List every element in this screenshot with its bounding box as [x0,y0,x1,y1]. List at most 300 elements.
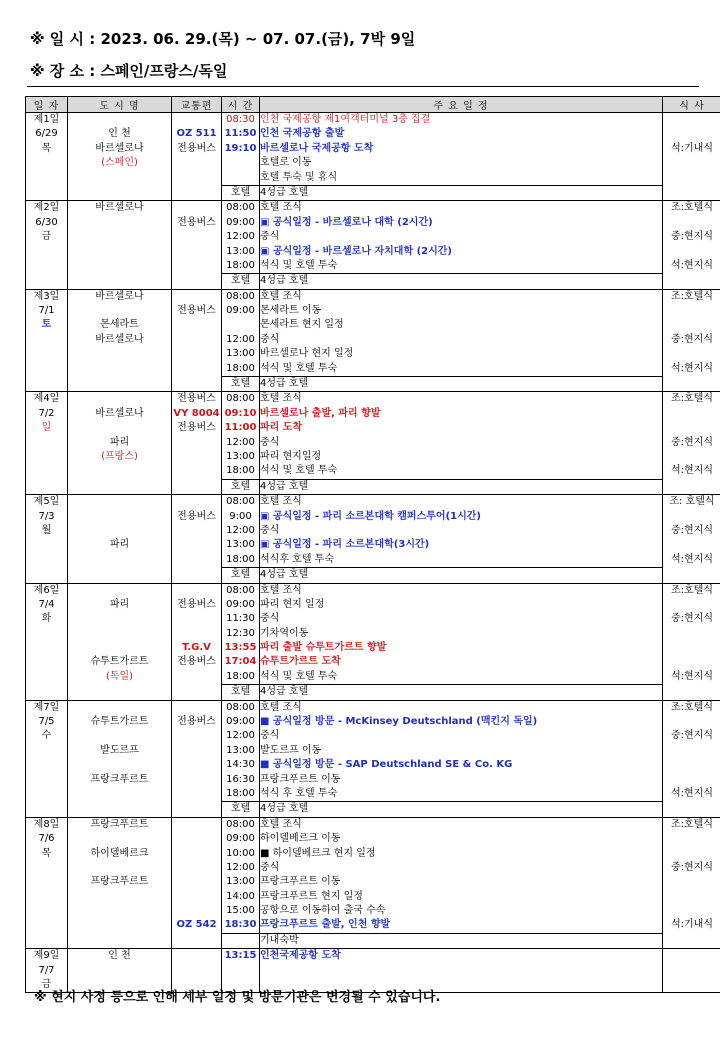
lodging-label: 호텔 [230,275,251,287]
transport-text [172,524,221,538]
schedule-text: 몬세라트 이동 [260,305,322,317]
schedule-cell [260,787,663,802]
meal-text [663,113,720,127]
time-text: 08:00 [226,393,255,405]
schedule-text: 중식 [260,333,280,345]
time-cell [222,113,260,128]
meal-text: 중:현지식 [670,231,713,243]
schedule-text: 호텔 투숙 및 휴식 [260,171,338,183]
meal-cell [663,612,720,626]
meal-cell [663,407,720,421]
lodging-label: 호텔 [230,569,251,581]
day-cell [26,392,68,495]
day-label: 제7일 [33,701,60,713]
empty-line [68,185,171,199]
schedule-text: 중식 [260,861,280,873]
time-cell [222,875,260,889]
schedule-text: 호텔 조식 [260,584,302,596]
schedule-cell [260,495,663,510]
col-header-transport: 교통편 [172,97,222,113]
city-cell [68,933,172,948]
empty-line [172,933,221,947]
schedule-text: 바르셀로나 출발, 파리 향발 [260,407,381,419]
time-text: 13:00 [226,450,255,462]
meal-text [663,744,720,758]
city-text: 슈투트가르트 [90,656,149,668]
time-cell [222,510,260,524]
time-text: 13:00 [226,348,255,360]
day-label: 월 [41,524,52,536]
time-cell [222,259,260,274]
transport-cell [172,216,222,230]
transport-cell [172,553,222,568]
city-cell [68,113,172,128]
meal-cell [663,156,720,170]
lodging-text: 4성급 호텔 [260,378,309,390]
table-row [26,304,720,318]
schedule-cell [260,904,663,918]
table-row [26,333,720,347]
schedule-cell [260,524,663,538]
city-text: 파리 [109,598,130,610]
schedule-cell [260,333,663,347]
transport-cell [172,510,222,524]
day-label: 목 [41,847,52,859]
schedule-cell [260,583,663,598]
city-text: 바르셀로나 [95,290,144,302]
city-cell [68,171,172,186]
table-row [26,700,720,715]
schedule-cell [260,875,663,889]
time-text: 08:30 [226,114,255,125]
schedule-text: 파리 출발 슈투트가르트 향발 [260,642,387,654]
table-row [26,583,720,598]
transport-text [172,612,221,626]
transport-cell [172,802,222,817]
city-text: (독일) [105,670,134,682]
city-text: 인 천 [108,950,131,962]
transport-text [172,832,221,846]
time-text: 08:00 [226,496,255,508]
meal-text [663,450,720,464]
meal-cell [663,744,720,758]
meal-text: 석:현지식 [670,670,713,682]
lodging-label: 호텔 [230,186,251,198]
empty-line [663,802,720,816]
meal-cell [663,318,720,332]
time-text: 11:30 [226,613,255,625]
meal-cell [663,715,720,729]
city-cell [68,333,172,347]
table-row [26,156,720,170]
col-header-meal: 식 사 [663,97,720,113]
table-row [26,230,720,244]
meal-cell [663,773,720,787]
transport-text [172,230,221,244]
city-text [68,701,171,715]
time-text [222,171,259,185]
time-text: 09:00 [226,598,255,610]
city-text: 인 천 [108,128,131,140]
city-text [68,861,171,875]
time-text: 18:00 [226,787,255,799]
transport-text: 전용버스 [177,305,216,317]
day-cell [26,700,68,817]
day-label: 7/4 [38,598,55,610]
time-cell [222,890,260,904]
empty-line [663,185,720,199]
schedule-text: ▣ 공식일정 - 바르셀로나 자치대학 (2시간) [260,245,453,257]
transport-cell [172,568,222,583]
transport-cell [172,773,222,787]
meal-text [663,127,720,141]
meal-text: 조:호텔식 [670,701,713,713]
transport-cell [172,904,222,918]
day-block [26,700,720,817]
time-text: 18:00 [226,259,255,271]
transport-text: 전용버스 [177,598,216,610]
schedule-text: ■ 공식일정 방문 - McKinsey Deutschland (맥킨지 독일) [260,716,538,728]
meal-text: 중:현지식 [670,436,713,448]
transport-text [172,464,221,478]
schedule-cell [260,832,663,846]
table-row [26,744,720,758]
meal-text: 석:현지식 [670,553,713,565]
time-text: 09:00 [226,305,255,317]
schedule-text: 파리 도착 [260,422,303,434]
city-cell [68,259,172,274]
table-row [26,627,720,641]
transport-text: VY 8004 [173,407,220,419]
meal-text [663,832,720,846]
schedule-cell [260,627,663,641]
time-text: 19:10 [224,142,257,154]
city-cell [68,861,172,875]
table-row [26,421,720,435]
time-cell [222,964,260,978]
time-cell [222,700,260,715]
schedule-text: 석식 및 호텔 투숙 [260,670,338,682]
city-cell [68,421,172,435]
schedule-cell [260,216,663,230]
city-text [68,362,171,376]
meal-text [663,904,720,918]
city-cell [68,847,172,861]
schedule-text: 공항으로 이동하여 출국 수속 [260,905,386,917]
schedule-text: 석식후 호텔 투숙 [260,553,334,565]
lodging-label: 호텔 [230,686,251,698]
table-row [26,670,720,685]
transport-cell [172,230,222,244]
city-text [68,510,171,524]
table-row [26,171,720,186]
table-row [26,933,720,948]
schedule-cell [260,890,663,904]
table-row [26,773,720,787]
city-cell [68,216,172,230]
empty-line [663,568,720,582]
table-row [26,861,720,875]
schedule-cell [260,847,663,861]
empty-line [68,568,171,582]
table-row [26,904,720,918]
time-cell [222,142,260,156]
time-text: 10:00 [226,847,255,859]
schedule-cell [260,127,663,141]
transport-cell [172,700,222,715]
transport-text [172,450,221,464]
day-label: 7/1 [38,305,55,317]
time-cell [222,289,260,304]
city-cell [68,289,172,304]
city-cell [68,185,172,200]
empty-line [172,685,221,699]
city-cell [68,875,172,889]
time-text: 08:00 [226,584,255,596]
schedule-text: 중식 [260,524,280,536]
meal-text [663,156,720,170]
schedule-text: 호텔 조식 [260,496,302,508]
city-cell [68,817,172,832]
city-cell [68,318,172,332]
transport-cell [172,949,222,964]
transport-cell [172,333,222,347]
table-row [26,450,720,464]
table-row [26,185,720,200]
time-cell [222,216,260,230]
city-cell [68,627,172,641]
time-text: 12:00 [226,231,255,243]
empty-line [663,274,720,288]
time-cell [222,553,260,568]
time-text [222,318,259,332]
schedule-cell [260,171,663,186]
transport-text [172,847,221,861]
schedule-text: ▣ 공식일정 - 파리 소르본대학(3시간) [260,539,430,551]
meal-cell [663,832,720,846]
schedule-text: 석식 후 호텔 투숙 [260,787,338,799]
time-cell [222,949,260,964]
city-text [68,584,171,598]
city-text [68,964,171,978]
city-cell [68,127,172,141]
schedule-cell [260,362,663,377]
transport-text [172,290,221,304]
schedule-text: 중식 [260,613,280,625]
city-text: 프랑크푸르트 [90,773,149,785]
lodging-text: 4성급 호텔 [260,480,309,492]
city-text [68,171,171,185]
day-label: 6/29 [35,128,58,140]
schedule-cell [260,598,663,612]
meal-text [663,890,720,904]
transport-text [172,245,221,259]
city-text [68,904,171,918]
meal-text: 중:현지식 [670,861,713,873]
day-cell [26,817,68,949]
transport-text [172,171,221,185]
transport-cell [172,259,222,274]
meal-cell [663,655,720,669]
city-text [68,245,171,259]
table-row [26,758,720,772]
city-text [68,421,171,435]
table-row [26,875,720,889]
time-cell [222,230,260,244]
lodging-text: 4성급 호텔 [260,803,309,815]
meal-text [663,598,720,612]
city-text [68,216,171,230]
time-text: 17:04 [224,656,257,668]
lodging-label-cell [222,377,260,392]
meal-cell [663,421,720,435]
time-text: 13:00 [226,539,255,551]
meal-cell [663,949,720,964]
empty-line [68,802,171,816]
city-cell [68,377,172,392]
day-label: 7/7 [38,964,55,976]
transport-text: T.G.V [182,642,211,654]
schedule-text: 석식 및 호텔 투숙 [260,362,338,374]
meal-cell [663,627,720,641]
time-cell [222,436,260,450]
time-cell [222,201,260,216]
time-text: 08:00 [226,290,255,302]
city-cell [68,744,172,758]
day-label: 제4일 [33,393,60,405]
meal-cell [663,904,720,918]
transport-text [172,773,221,787]
day-label: 토 [41,319,52,331]
meal-cell [663,553,720,568]
meal-text [663,318,720,332]
time-cell [222,715,260,729]
time-text: 13:00 [226,744,255,756]
transport-cell [172,113,222,128]
meal-text [663,216,720,230]
transport-text: 전용버스 [177,422,216,434]
day-block [26,495,720,583]
time-text: 18:00 [226,553,255,565]
meal-text [663,964,720,978]
col-header-time: 시 간 [222,97,260,113]
time-text: 08:00 [226,202,255,214]
city-cell [68,641,172,655]
schedule-cell [260,113,663,128]
meal-cell [663,964,720,978]
time-text: 13:00 [226,245,255,257]
schedule-cell [260,259,663,274]
schedule-text [260,964,662,978]
city-cell [68,890,172,904]
city-text: 바르셀로나 [95,407,144,419]
time-cell [222,464,260,479]
time-text: 13:00 [226,876,255,888]
meal-text: 조: 호텔식 [669,496,715,508]
time-text: 09:10 [224,407,257,419]
table-row [26,832,720,846]
meal-cell [663,817,720,832]
meal-text [663,171,720,185]
schedule-location: ※ 장 소 : 스페인/프랑스/독일 [30,62,228,80]
city-text [68,392,171,406]
city-text: 바르셀로나 [95,142,144,154]
table-row [26,245,720,259]
transport-cell [172,421,222,435]
city-cell [68,670,172,685]
transport-text [172,729,221,743]
schedule-cell [260,230,663,244]
schedule-text: 파리 현지 일정 [260,598,325,610]
transport-text: 전용버스 [177,510,216,522]
empty-line [68,479,171,493]
transport-cell [172,142,222,156]
day-label: 제2일 [33,202,60,214]
meal-cell [663,802,720,817]
time-text: 18:00 [226,465,255,477]
table-row [26,127,720,141]
empty-line [663,933,720,947]
table-row [26,113,720,128]
lodging-cell [260,274,663,289]
table-header-row [26,97,720,113]
city-cell [68,538,172,552]
schedule-cell [260,407,663,421]
meal-text: 중:현지식 [670,730,713,742]
time-text: 11:00 [224,422,257,434]
lodging-label-cell [222,802,260,817]
day-cell [26,113,68,201]
schedule-text: 바르셀로나 국제공항 도착 [260,142,374,154]
time-text: 09:00 [226,716,255,728]
meal-cell [663,583,720,598]
schedule-text: 프랑크푸르트 이동 [260,876,341,888]
table-row [26,274,720,289]
table-row [26,259,720,274]
transport-cell [172,318,222,332]
transport-text [172,156,221,170]
transport-cell [172,817,222,832]
city-text [68,890,171,904]
transport-text [172,904,221,918]
city-cell [68,304,172,318]
city-cell [68,568,172,583]
city-text [68,641,171,655]
meal-text [663,875,720,889]
meal-cell [663,538,720,552]
time-text: 16:30 [226,773,255,785]
city-cell [68,274,172,289]
meal-cell [663,524,720,538]
city-text [68,612,171,626]
transport-text [172,861,221,875]
time-cell [222,583,260,598]
schedule-cell [260,421,663,435]
city-cell [68,964,172,978]
day-label: 금 [41,231,52,243]
city-cell [68,510,172,524]
empty-line [663,479,720,493]
meal-text: 석:기내식 [670,142,713,154]
transport-text: 전용버스 [177,393,216,405]
transport-cell [172,641,222,655]
meal-text: 석:현지식 [670,259,713,271]
time-cell [222,758,260,772]
city-text [68,729,171,743]
meal-cell [663,568,720,583]
city-cell [68,729,172,743]
transport-text [172,362,221,376]
